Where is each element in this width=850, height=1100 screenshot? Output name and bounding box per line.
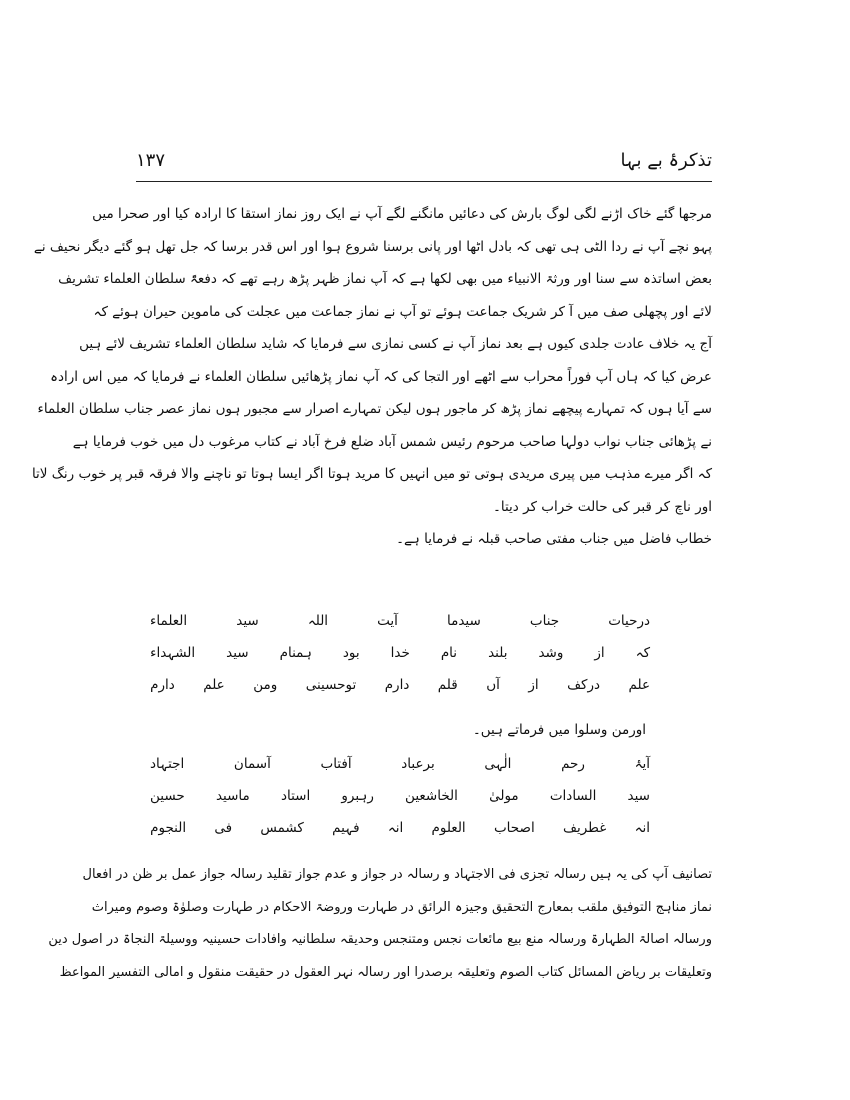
- verse-block-b: [150, 748, 650, 844]
- verse-word: سید: [627, 788, 650, 804]
- verse-word: اللہ: [307, 613, 329, 629]
- verse-word: استاد: [280, 788, 311, 804]
- verse-word: خدا: [390, 645, 410, 661]
- verse-word: بلند: [488, 645, 508, 661]
- verse-word: رحم: [561, 756, 585, 772]
- verse-word: فی: [214, 820, 233, 836]
- page-number: ۱۳۷: [136, 150, 166, 171]
- verse-word: رہبرو: [341, 788, 374, 804]
- body-line: بعض اساتذہ سے سنا اور ورثۃ الانبیاء میں بھی لکھا ہے کہ آپ نماز ظہر پڑھ رہے تھے کہ دفعۃً سلطان العلماء تشریف: [58, 271, 712, 287]
- verse-row: [150, 748, 650, 780]
- body-paragraph: [31, 198, 712, 556]
- verse-word: فہیم: [332, 820, 360, 836]
- body-line: اور ناچ کر قبر کی حالت خراب کر دیتا۔: [492, 498, 712, 515]
- body-line: لائے اور پچھلی صف میں آ کر شریک جماعت ہوئے تو آپ نے نماز جماعت میں عجلت کی ماموین حیران ہوئے کہ: [93, 303, 712, 320]
- verse-word: انہ: [387, 820, 404, 836]
- verse-word: دارم: [150, 677, 175, 693]
- verse-word: ماسید: [215, 788, 250, 804]
- body-line: نماز مناہج التوفیق ملقب بمعارج التحقیق وجیزہ الرائق در طہارت وروضۃ الاحکام در طہارت وصلوٰۃ وصوم ومیراث: [91, 899, 712, 915]
- verse-word: غطریف: [562, 820, 607, 836]
- verse-word: ومن: [253, 677, 278, 693]
- verse-word: علم: [628, 677, 650, 693]
- verse-word: اصحاب: [493, 820, 535, 836]
- verse-word: العلوم: [431, 820, 466, 836]
- verse-word: حسین: [150, 788, 185, 804]
- body-line: سے آیا ہوں کہ تمہارے پیچھے نماز پڑھ کر ماجور ہوں لیکن تمہارے اصرار سے مجبور ہوں نماز عصر جناب سلطان العلماء: [37, 401, 712, 417]
- verse-word: علم: [203, 677, 225, 693]
- verse-word: النجوم: [150, 820, 187, 836]
- verse-word: آیۂ: [634, 756, 650, 772]
- verse-word: برعباد: [401, 756, 435, 772]
- verse-word: نام: [440, 645, 458, 661]
- verse-word: آں: [486, 677, 500, 693]
- verse-word: ہمنام: [279, 645, 312, 661]
- running-title: تذکرۂ بے بہا: [620, 150, 712, 171]
- body-line: نے پڑھائی جناب نواب دولہا صاحب مرحوم رئیس شمس آباد ضلع فرخ آباد نے کتاب مرغوب دل میں خوب فرمایا ہے: [72, 433, 712, 450]
- verse-word: درکف: [567, 677, 601, 693]
- verse-intro-line: اورمن وسلوا میں فرماتے ہیں۔: [472, 722, 646, 738]
- body-line: پہو نچے آپ نے ردا الٹی ہی تھی کہ بادل اٹھا اور پانی برسنا شروع ہوا اور اس قدر برسا کہ جل تھل ہو گئے دیگر نحیف نے: [33, 238, 712, 255]
- body-line: کہ اگر میرے مذہب میں پیری مریدی ہوتی تو میں انہیں کا مرید ہوتا اگر ایسا ہوتا تو ناچنے والا فرقہ قبر پر خوب رنگ لاتا: [31, 466, 712, 482]
- body-line: عرض کیا کہ ہاں آپ فوراً محراب سے اٹھے اور التجا کی کہ آپ نماز پڑھائیں سلطان العلماء نے فرمایا کہ میں اس ارادہ: [50, 368, 712, 385]
- verse-row: [150, 605, 650, 637]
- verse-word: الٰہی: [484, 756, 512, 772]
- running-header: [136, 150, 712, 180]
- works-paragraph: [48, 858, 712, 988]
- verse-word: قلم: [437, 677, 458, 693]
- intro-line: خطاب فاضل میں جناب مفتی صاحب قبلہ نے فرمایا ہے۔: [396, 531, 712, 547]
- verse-word: جناب: [529, 613, 560, 629]
- verse-row: [150, 669, 650, 701]
- verse-word: مولیٰ: [489, 788, 519, 804]
- verse-word: آیت: [377, 613, 398, 629]
- body-line: ورسالہ اصالۃ الطہارۃ ورسالہ منع بیع مائعات نجس ومتنجس وحدیقہ سلطانیہ وافادات حسینیہ ووسیلۃ النجاۃ در اصول دین: [48, 932, 712, 947]
- verse-word: السادات: [549, 788, 597, 804]
- verse-block-a: [150, 605, 650, 701]
- verse-word: سیدما: [446, 613, 481, 629]
- verse-word: از: [528, 677, 539, 693]
- verse-row: [150, 780, 650, 812]
- body-line: آج یہ خلاف عادت جلدی کیوں ہے بعد نماز آپ نے کسی نمازی سے فرمایا کہ شاید سلطان العلماء تشریف لائے ہیں: [79, 336, 712, 352]
- header-rule: [136, 181, 712, 182]
- verse-word: الشہداء: [150, 645, 196, 661]
- verse-word: آفتاب: [320, 756, 352, 772]
- verse-word: کہ: [635, 645, 650, 661]
- verse-word: درحیات: [608, 613, 650, 629]
- body-line: تصانیف آپ کی یہ ہیں رسالہ تجزی فی الاجتہاد و رسالہ در جواز و عدم جواز تقلید رسالہ جواز عمل بر ظن در افعال: [82, 867, 712, 882]
- verse-word: از: [594, 645, 605, 661]
- verse-word: دارم: [384, 677, 410, 693]
- verse-word: آسمان: [233, 756, 271, 772]
- verse-word: کشمس: [260, 820, 304, 836]
- verse-word: سید: [226, 645, 249, 661]
- verse-word: اجتہاد: [150, 756, 185, 772]
- verse-word: انہ: [634, 820, 650, 836]
- verse-word: توحسینی: [305, 677, 357, 693]
- verse-word: وشد: [538, 645, 564, 661]
- body-line: مرجھا گئے خاک اڑنے لگی لوگ بارش کی دعائیں مانگنے لگے آپ نے ایک روز نماز استقا کا ارادہ کیا اور صحرا میں: [92, 206, 712, 222]
- verse-word: بود: [342, 645, 360, 661]
- verse-row: [150, 637, 650, 669]
- verse-word: الخاشعین: [405, 788, 458, 804]
- verse-word: العلماء: [150, 613, 188, 629]
- verse-row: [150, 812, 650, 844]
- verse-word: سید: [236, 613, 259, 629]
- body-line: وتعلیقات بر ریاض المسائل کتاب الصوم وتعلیقہ برصدرا اور رسالہ نہر العقول در حقیقت منقول و امالی التفسیر المواعظ: [59, 964, 712, 980]
